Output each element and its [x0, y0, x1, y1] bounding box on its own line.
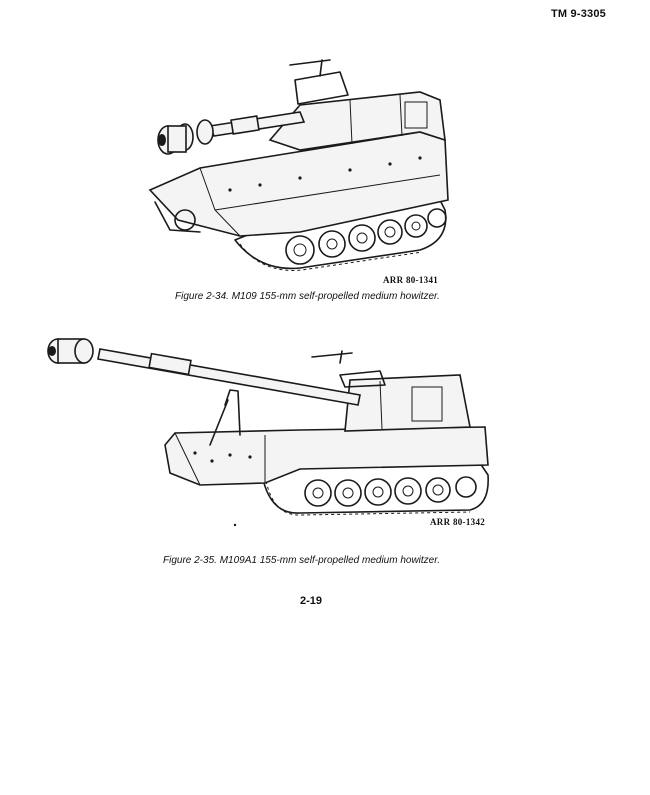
figure-2-35 — [0, 335, 650, 575]
page-number: 2-19 — [300, 595, 323, 607]
figure-2-34 — [0, 40, 650, 320]
muzzle-brake — [158, 120, 213, 154]
figure-reference-code: ARR 80-1342 — [430, 517, 486, 527]
road-wheels — [305, 477, 476, 506]
document-id: TM 9-3305 — [551, 8, 606, 20]
m109a1-howitzer-illustration — [0, 335, 650, 535]
m109-howitzer-illustration — [0, 40, 650, 280]
figure-reference-code: ARR 80-1341 — [383, 275, 439, 285]
figure-caption: Figure 2-34. M109 155-mm self-propelled medium howitzer. — [175, 291, 440, 302]
muzzle-brake — [48, 339, 93, 363]
figure-caption: Figure 2-35. M109A1 155-mm self-propelled medium howitzer. — [163, 555, 440, 566]
